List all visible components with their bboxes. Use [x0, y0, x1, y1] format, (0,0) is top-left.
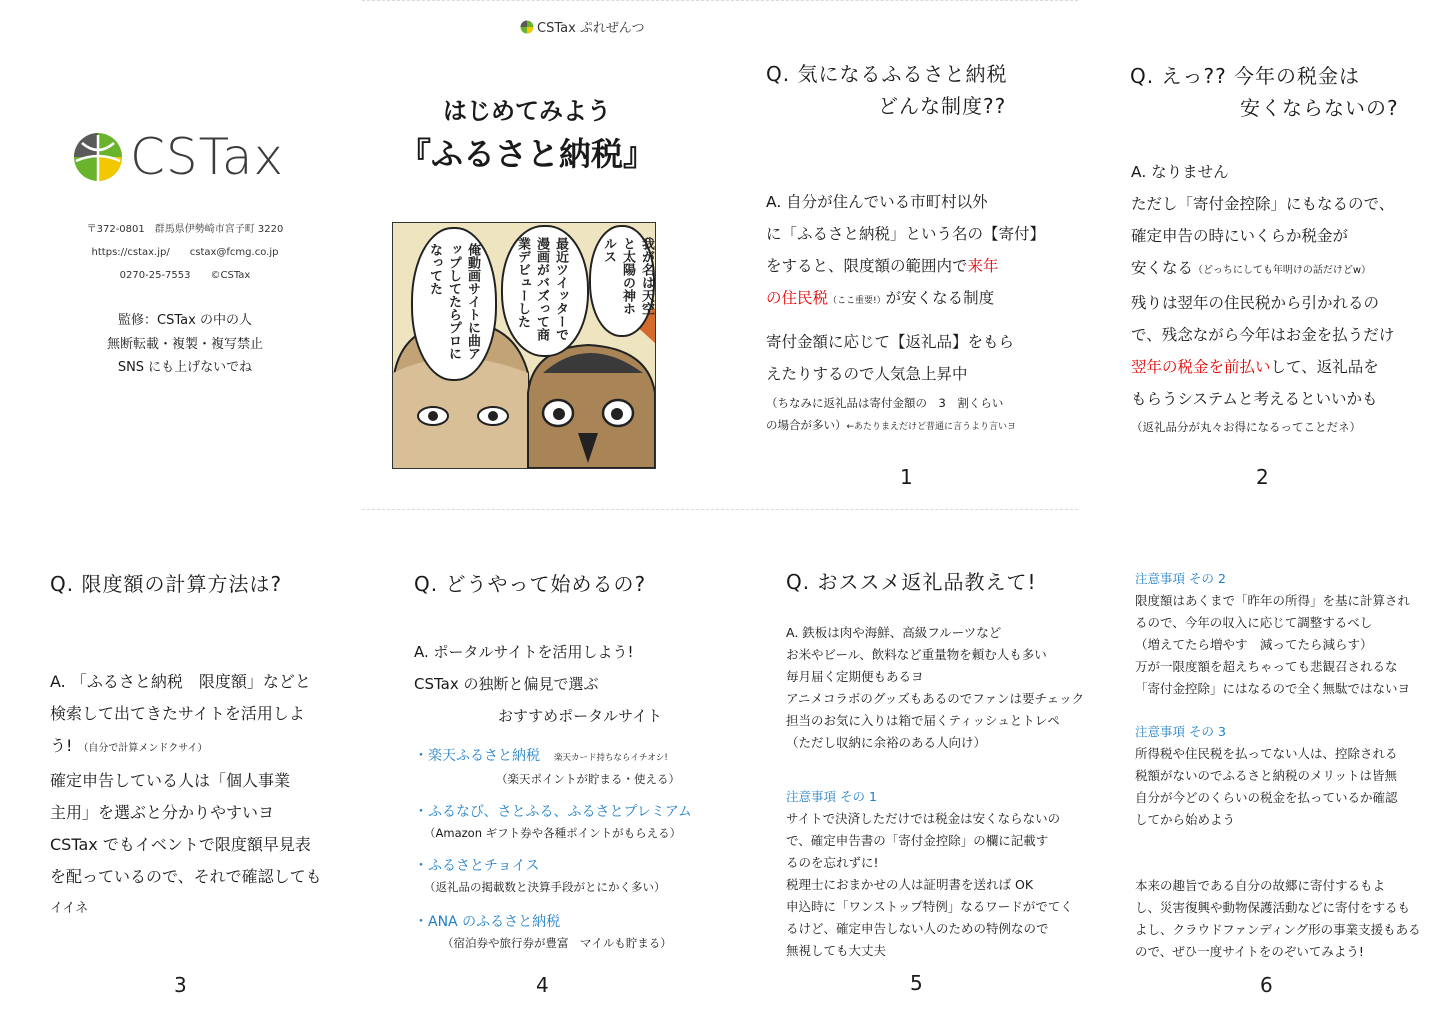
p1-footnote-line: （ちなみに返礼品は寄付金額の 3 割くらい: [766, 396, 1004, 410]
p4-site-name: ・ANA のふるさと納税: [414, 914, 561, 930]
p4-site-desc: （Amazon ギフト券や各種ポイントがもらえる）: [424, 826, 682, 840]
p5-note-line: で、確定申告書の「寄付金控除」の欄に記載す: [786, 833, 1049, 848]
p2-aside: （どっちにしても年明けの話だけどw）: [1193, 265, 1371, 276]
p4-line: おすすめポータルサイト: [498, 707, 663, 725]
p6-closing-line: よし、クラウドファンディング形の事業支援もある: [1135, 922, 1421, 937]
p1-answer-line: に「ふるさと納税」という名の【寄付】: [766, 225, 1046, 243]
p1-question-line2: どんな制度??: [878, 94, 1007, 118]
bubble-text-1: 俺動画サイトに曲アップしてたらプロになってた: [427, 243, 480, 360]
page-number-6: 6: [1260, 973, 1273, 997]
page-number-2: 2: [1256, 465, 1269, 489]
p2-text: 安くなる: [1131, 259, 1194, 277]
p2-line: 確定申告の時にいくらか税金が: [1131, 227, 1349, 245]
cover-notes: [60, 309, 310, 380]
p5-answer-line: アニメコラボのグッズもあるのでファンは要チェック: [786, 691, 1085, 706]
p4-line: A. ポータルサイトを活用しよう!: [414, 643, 634, 661]
p1-important-note: （ここ重要!）: [828, 296, 886, 306]
p6-closing-line: 本来の趣旨である自分の故郷に寄付するもよ: [1135, 878, 1386, 893]
p3-line: を配っているので、それで確認しても: [50, 867, 322, 886]
p2-text: して、返礼品を: [1270, 358, 1379, 376]
speech-bubble-3: [589, 225, 655, 337]
p6-note2-line: るので、今年の収入に応じて調整するべし: [1135, 615, 1373, 630]
cover-note: 監修：CSTax の中の人: [118, 313, 252, 328]
p5-answer-line: お米やビール、飲料など重量物を頼む人も多い: [786, 647, 1047, 662]
p3-line: 検索して出てきたサイトを活用しよ: [50, 704, 305, 723]
p4-site-name: ・ふるなび、さとふる、ふるさとプレミアム: [414, 804, 692, 820]
p3-line: 確定申告している人は「個人事業: [50, 771, 291, 790]
panel-2: [1130, 60, 1430, 124]
p2-line: ただし「寄付金控除」にもなるので、: [1131, 195, 1395, 213]
cover-logo: [72, 128, 284, 186]
p5-note-line: サイトで決済しただけでは税金は安くならないの: [786, 811, 1061, 826]
p3-line: イイネ: [50, 901, 89, 916]
page-number-1: 1: [900, 465, 913, 489]
bubble-text-3: 我が名は天空と太陽の神ホルス: [601, 237, 654, 315]
bubble-text-2: 最近ツイッターで漫画がバズって商業デビューした: [515, 237, 568, 341]
p4-site-list: [414, 744, 734, 964]
p5-note-line: 申込時に「ワンストップ特例」なるワードがでてく: [786, 899, 1073, 914]
logo-wordmark: CSTax: [130, 128, 285, 186]
p6-closing-line: ので、ぜひ一度サイトをのぞいてみよう!: [1135, 944, 1364, 959]
p2-line: で、残念ながら今年はお金を払うだけ: [1131, 326, 1395, 344]
p1-answer-text: をすると、限度額の範囲内で: [766, 257, 968, 275]
p4-site-item: [414, 744, 734, 800]
p5-answer: [786, 622, 1106, 754]
p1-returns-line: 寄付金額に応じて【返礼品】をもら: [766, 333, 1015, 351]
p6-note3: [1135, 721, 1435, 831]
cover-url-email: https://cstax.jp/ cstax@fcmg.co.jp: [91, 247, 279, 258]
p1-answer-line: A. 自分が住んでいる市町村以外: [766, 193, 988, 211]
p6-closing: [1135, 875, 1435, 963]
p2-answer: [1131, 156, 1431, 439]
p5-note-line: るのを忘れずに!: [786, 855, 879, 870]
p1-highlight-resident-tax: の住民税: [766, 289, 829, 307]
p6-note3-line: 税額がないのでふるさと納税のメリットは皆無: [1135, 768, 1398, 783]
title-block: [362, 92, 692, 178]
speech-bubble-2: [501, 225, 589, 357]
p1-highlight-next-year: 来年: [967, 257, 999, 275]
fold-line-middle: [362, 509, 1078, 510]
p4-answer: [414, 636, 734, 732]
title-line1: はじめてみよう: [443, 97, 611, 125]
p3-answer: [50, 666, 350, 925]
p6-note2: [1135, 568, 1435, 700]
p2-line: 残りは翌年の住民税から引かれるの: [1131, 294, 1380, 312]
p5-question: Q. おススメ返礼品教えて!: [786, 570, 1037, 594]
p5-note-line: るけど、確定申告しない人のための特例なので: [786, 921, 1049, 936]
p1-question-line1: Q. 気になるふるさと納税: [766, 62, 1008, 86]
cover-address: 〒372-0801 群馬県伊勢崎市宮子町 3220: [86, 224, 284, 235]
cover-note: SNS にも上げないでね: [117, 360, 253, 375]
p6-note3-line: 所得税や住民税を払ってない人は、控除される: [1135, 746, 1398, 761]
p2-question-line1: Q. えっ?? 今年の税金は: [1130, 64, 1361, 88]
p4-site-item: [414, 854, 734, 910]
page-number-3: 3: [174, 973, 187, 997]
p4-site-item: [414, 910, 734, 964]
p6-note2-line: 限度額はあくまで「昨年の所得」を基に計算され: [1135, 593, 1411, 608]
p6-note3-line: してから始めよう: [1135, 812, 1236, 827]
page-number-5: 5: [910, 971, 923, 995]
p2-question-line2: 安くならないの?: [1240, 96, 1399, 120]
p5-note: [786, 786, 1106, 962]
p5-answer-line: 担当のお気に入りは箱で届くティッシュとトレペ: [786, 713, 1060, 728]
p6-closing-line: し、災害復興や動物保護活動などに寄付をするも: [1135, 900, 1411, 915]
speech-bubble-1: [411, 227, 497, 381]
fold-line-top: [362, 0, 1078, 1]
p3-line: CSTax でもイベントで限度額早見表: [50, 835, 311, 854]
cover-contact: [70, 218, 300, 287]
p1-footnote-aside: ←あたりまえだけど普通に言うより言いヨ: [846, 422, 1017, 432]
page-number-4: 4: [536, 973, 549, 997]
header-logo: [520, 17, 645, 36]
title-line2: 『ふるさと納税』: [398, 135, 655, 173]
header-logo-text: CSTax ぷれぜんつ: [537, 21, 645, 36]
manga-illustration: [392, 222, 656, 469]
p6-note2-line: （増えてたら増やす 減ってたら減らす）: [1135, 637, 1373, 652]
p1-footnote: [766, 392, 1066, 438]
p3-line: A. 「ふるさと納税 限度額」などと: [50, 672, 311, 691]
p1-footnote-text: の場合が多い）: [766, 418, 847, 432]
p2-line: A. なりません: [1131, 163, 1229, 181]
p3-line: 主用」を選ぶと分かりやすいヨ: [50, 803, 275, 822]
cstax-logo-small-icon: [520, 20, 534, 34]
p3-aside: （自分で計算メンドクサイ）: [78, 743, 208, 754]
p5-answer-line: （ただし収納に余裕のある人向け）: [786, 735, 987, 750]
p4-site-item: [414, 800, 734, 854]
p4-site-desc: （楽天ポイントが貯まる・使える）: [496, 772, 680, 786]
p3-text: う!: [50, 736, 73, 755]
p5-note-title: 注意事項 その 1: [786, 789, 877, 804]
p1-returns-line: えたりするので人気急上昇中: [766, 365, 968, 383]
p6-note2-title: 注意事項 その 2: [1135, 571, 1226, 586]
cover-phone: 0270-25-7553 ©CSTax: [119, 270, 251, 281]
p3-question: Q. 限度額の計算方法は?: [50, 572, 283, 596]
p2-highlight-prepay: 翌年の税金を前払い: [1131, 358, 1271, 376]
p4-question: Q. どうやって始めるの?: [414, 572, 647, 596]
p5-note-line: 税理士におまかせの人は証明書を送れば OK: [786, 877, 1034, 892]
p4-site-tag: 楽天カード持ちならイチオシ!: [554, 753, 668, 763]
panel-1: [766, 58, 1066, 122]
cstax-logo-icon: [72, 131, 124, 183]
p4-site-name: ・楽天ふるさと納税: [414, 748, 540, 764]
p1-returns: [766, 326, 1066, 390]
p6-note3-title: 注意事項 その 3: [1135, 724, 1226, 739]
p6-note2-line: 万が一限度額を超えちゃっても悲観召されるな: [1135, 659, 1398, 674]
p5-note-line: 無視しても大丈夫: [786, 943, 887, 958]
p6-note3-line: 自分が今どのくらいの税金を払っているか確認: [1135, 790, 1398, 805]
p4-line: CSTax の独断と偏見で選ぶ: [414, 675, 599, 693]
p1-answer: [766, 186, 1066, 317]
p4-site-desc: （宿泊券や旅行券が豊富 マイルも貯まる）: [442, 936, 672, 950]
p5-answer-line: A. 鉄板は肉や海鮮、高級フルーツなど: [786, 625, 1002, 640]
p6-note2-line: 「寄付金控除」にはなるので全く無駄ではないヨ: [1135, 681, 1411, 696]
p4-site-name: ・ふるさとチョイス: [414, 858, 540, 874]
p1-answer-text: が安くなる制度: [885, 289, 995, 307]
p2-line-small: （返礼品分が丸々お得になるってことだネ）: [1131, 420, 1361, 434]
cover-note: 無断転載・複製・複写禁止: [106, 336, 263, 352]
p5-answer-line: 毎月届く定期便もあるヨ: [786, 669, 924, 684]
p2-line: もらうシステムと考えるといいかも: [1131, 390, 1378, 408]
p4-site-desc: （返礼品の掲載数と決算手段がとにかく多い）: [424, 880, 666, 894]
